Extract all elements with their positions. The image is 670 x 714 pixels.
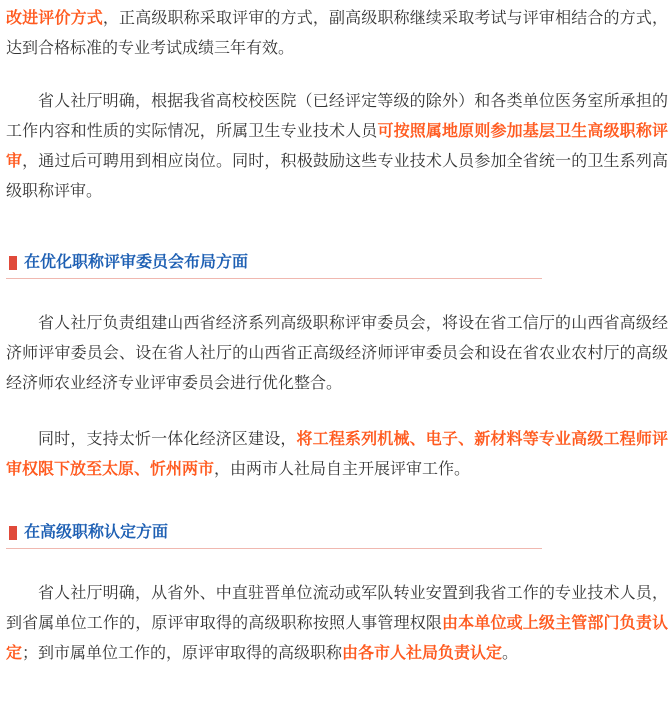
highlight-text: 可按照属地原则参加基层卫生高级职称评审 bbox=[6, 121, 668, 170]
paragraph-health-evaluation bbox=[6, 86, 668, 206]
section-marker-icon bbox=[9, 526, 17, 540]
paragraph-text: ，通过后可聘用到相应岗位。同时，积极鼓励这些专业技术人员参加全省统一的卫生系列高级职称评审。 bbox=[6, 151, 668, 200]
paragraph-text: ；到市属单位工作的，原评审取得的高级职称 bbox=[22, 643, 343, 662]
paragraph-text: 。 bbox=[502, 643, 519, 662]
highlight-text: 改进评价方式 bbox=[6, 8, 103, 27]
highlight-text: 由各市人社局负责认定 bbox=[342, 643, 503, 662]
highlight-text: 由本单位或上级主管部门负责认定 bbox=[6, 613, 668, 662]
paragraph-text: ，正高级职称采取评审的方式，副高级职称继续采取考试与评审相结合的方式，达到合格标准的专业考试成绩三年有效。 bbox=[6, 8, 668, 57]
paragraph-evaluation-method bbox=[6, 3, 668, 63]
paragraph-text: 省人社厅负责组建山西省经济系列高级职称评审委员会，将设在省工信厅的山西省高级经济师评审委员会、设在省人社厅的山西省正高级经济师评审委员会和设在省农业农村厅的高级经济师农业经济专业评审委员会进行优化整合。 bbox=[6, 313, 668, 392]
paragraph-text: 省人社厅明确，从省外、中直驻晋单位流动或军队转业安置到我省工作的专业技术人员，到省属单位工作的，原评审取得的高级职称按照人事管理权限 bbox=[6, 583, 668, 632]
paragraph-text: 省人社厅明确，根据我省高校校医院（已经评定等级的除外）和各类单位医务室所承担的工作内容和性质的实际情况，所属卫生专业技术人员 bbox=[6, 91, 668, 140]
paragraph-text: ，由两市人社局自主开展评审工作。 bbox=[214, 459, 471, 478]
section-title: 在优化职称评审委员会布局方面 bbox=[24, 252, 249, 271]
section-title: 在高级职称认定方面 bbox=[24, 522, 169, 541]
paragraph-text: 同时，支持太忻一体化经济区建设， bbox=[38, 429, 297, 448]
section-marker-icon bbox=[9, 256, 17, 270]
paragraph-economic-committee bbox=[6, 308, 668, 398]
paragraph-title-recognition bbox=[6, 578, 668, 668]
highlight-text: 将工程系列机械、电子、新材料等专业高级工程师评审权限下放至太原、忻州两市 bbox=[6, 429, 668, 478]
section-header-title-recognition bbox=[6, 518, 542, 549]
section-header-committee-layout bbox=[6, 248, 542, 279]
paragraph-engineering-delegation bbox=[6, 424, 668, 484]
